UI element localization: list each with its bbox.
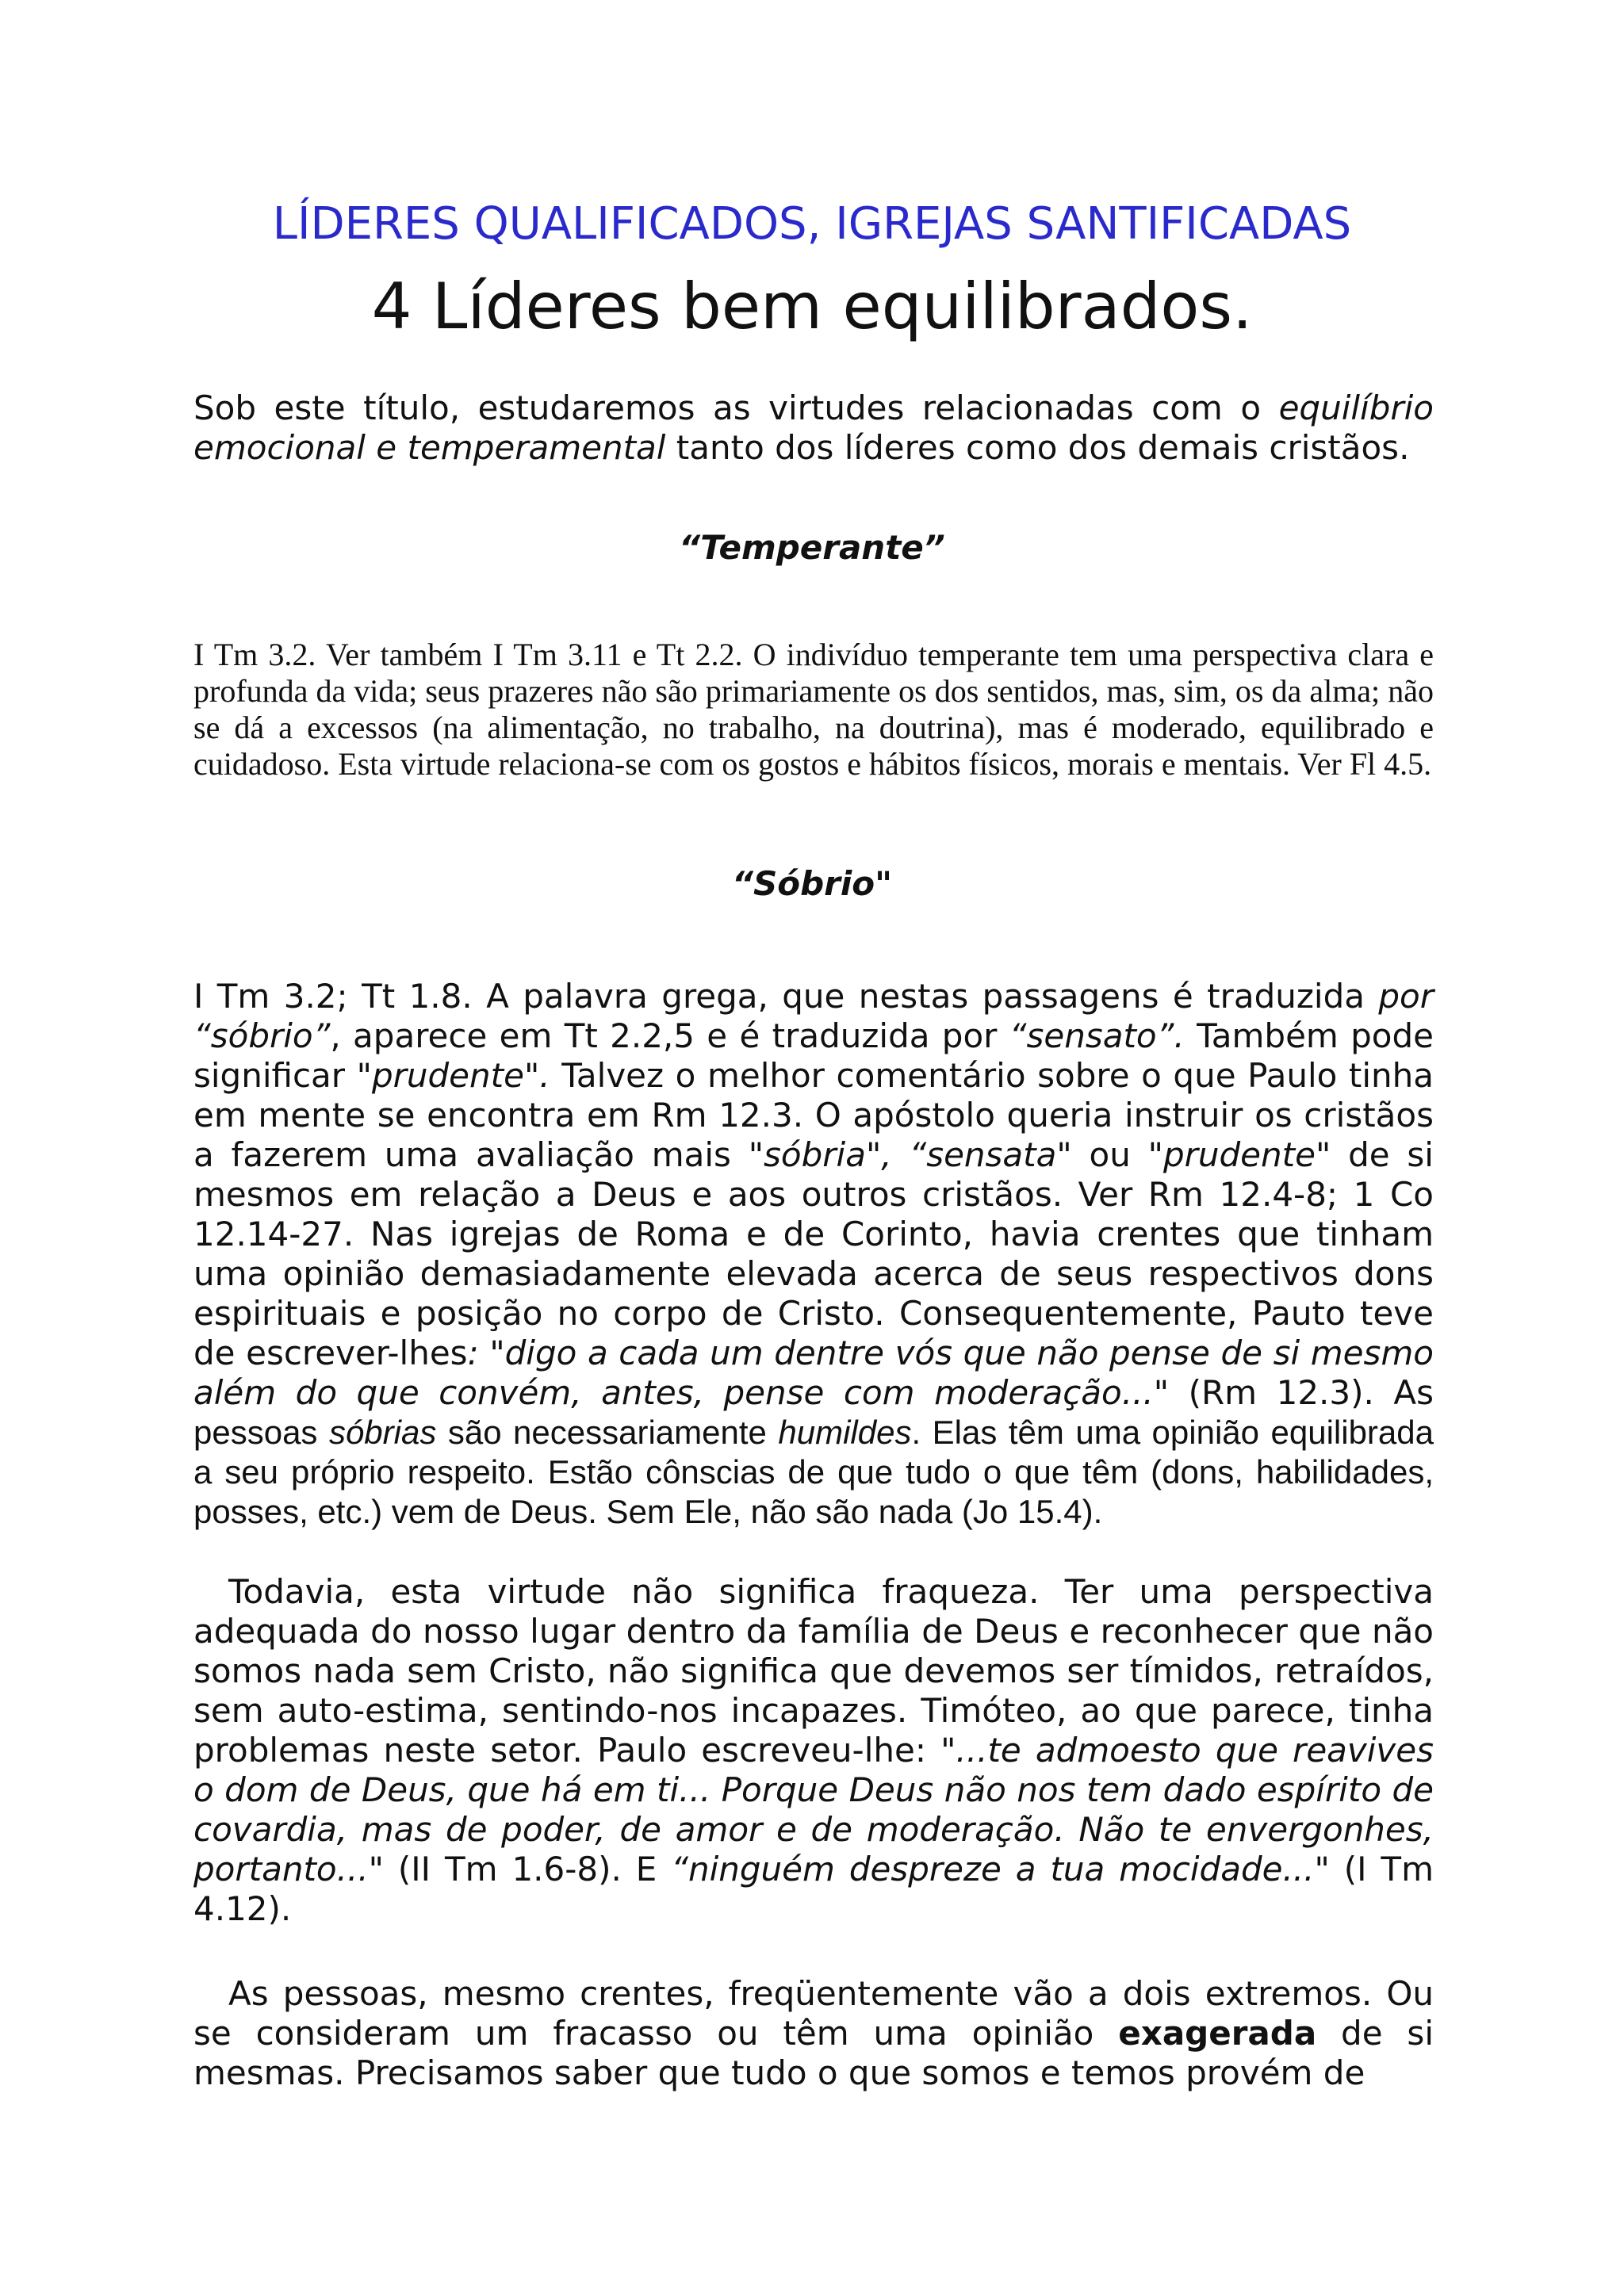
intro-paragraph xyxy=(193,388,1434,468)
p1-text-5: ou xyxy=(1071,1135,1148,1174)
p1-emphasis-1: por “sóbrio” xyxy=(193,977,1434,1055)
p1-text-7: (Rm 12.3). As xyxy=(1169,1373,1434,1412)
temperante-body: I Tm 3.2. Ver também I Tm 3.11 e Tt 2.2. O indivíduo temperante tem uma perspectiva clara e profunda da vida; seus prazeres não são primariamente os dos sentidos, mas, sim, os da alma; não se dá a excessos (na alimentação, no trabalho, na doutrina), mas é moderado, equilibrado e cuidadoso. Esta virtude relaciona-se com os gostos e hábitos físicos, morais e mentais. Ver Fl 4.5. xyxy=(193,637,1434,782)
p1-emphasis-6: : "digo a cada um dentre vós que não pense de si mesmo além do que convém, antes, pense com moderação..." xyxy=(193,1334,1434,1412)
p1-narrow-2: são necessariamente xyxy=(436,1414,779,1451)
p2-text-1: Todavia, esta virtude não significa fraqueza. Ter uma perspectiva adequada do nosso lugar dentro da família de Deus e reconhecer que não somos nada sem Cristo, não significa que devemos ser tímidos, retraídos, sem auto-estima, sentindo-nos incapazes. Timóteo, ao que parece, tinha problemas neste setor. Paulo escreveu-lhe: xyxy=(193,1572,1434,1770)
p2-text-3: " (I Tm 4.12). xyxy=(193,1850,1434,1928)
p1-text-6: de si mesmos em relação a Deus e aos outros cristãos. Ver Rm 12.4-8; 1 Co 12.14-27. Nas igrejas de Roma e de Corinto, havia crentes que tinham uma opinião demasiadamente elevada acerca de seus respectivos dons espirituais e posição no corpo de Cristo. Consequentemente, Pauto teve de escrever-lhes xyxy=(193,1135,1434,1372)
series-title: LÍDERES QUALIFICADOS, IGREJAS SANTIFICADAS xyxy=(272,198,1352,250)
temperante-paragraph xyxy=(193,637,1434,783)
p2-text-2: " (II Tm 1.6-8). E xyxy=(368,1850,672,1888)
p2-emphasis-2: “ninguém despreze a tua mocidade... xyxy=(671,1850,1315,1888)
section-heading-temperante: “Temperante” xyxy=(679,528,945,567)
p1-emphasis-3: "prudente". xyxy=(356,1056,550,1095)
p1-emphasis-5: "prudente" xyxy=(1147,1135,1331,1174)
p1-text-1: I Tm 3.2; Tt 1.8. A palavra grega, que nestas passagens é traduzida xyxy=(193,977,1379,1016)
p3-text-1: As pessoas, mesmo crentes, freqüentemente vão a dois extremos. Ou se consideram um fracasso ou têm uma opinião xyxy=(193,1974,1434,2053)
p1-narrow-emphasis-1: sóbrias xyxy=(328,1414,437,1451)
p3-text-2: de si mesmas. Precisamos saber que tudo o que somos e temos provém de xyxy=(193,2014,1434,2092)
p2-emphasis-1: "...te admoesto que reavives o dom de Deus, que há em ti... Porque Deus não nos tem dado espírito de covardia, mas de poder, de amor e de moderação. Não te envergonhes, portanto... xyxy=(193,1731,1434,1888)
p1-narrow-3: . Elas têm uma opinião equilibrada a seu próprio respeito. Estão cônscias de que tudo o que têm (dons, habilidades, posses, etc.) vem de Deus. Sem Ele, não são nada (Jo 15.4). xyxy=(193,1414,1434,1530)
p1-emphasis-4: "sóbria", “sensata" xyxy=(748,1135,1072,1174)
page-title: 4 Líderes bem equilibrados. xyxy=(371,270,1253,343)
sobrio-paragraph-3 xyxy=(193,1974,1434,2093)
p3-bold-1: exagerada xyxy=(1118,2014,1317,2053)
p1-text-3: Também pode significar xyxy=(193,1016,1434,1095)
sobrio-paragraph-2 xyxy=(193,1572,1434,1929)
p1-text-4: Talvez o melhor comentário sobre o que Paulo tinha em mente se encontra em Rm 12.3. O apóstolo queria instruir os cristãos a fazerem uma avaliação mais xyxy=(193,1056,1434,1174)
p1-emphasis-2: “sensato”. xyxy=(1009,1016,1185,1055)
p1-narrow-1: pessoas xyxy=(193,1414,329,1451)
intro-text-2: tanto dos líderes como dos demais cristãos. xyxy=(665,428,1410,467)
intro-text-1: Sob este título, estudaremos as virtudes relacionadas com o xyxy=(193,388,1279,427)
p1-narrow-emphasis-2: humildes xyxy=(778,1414,912,1451)
section-heading-sobrio: “Sóbrio" xyxy=(731,864,893,903)
intro-emphasis: equilíbrio emocional e temperamental xyxy=(193,388,1434,467)
sobrio-paragraph-1 xyxy=(193,977,1434,1532)
p1-text-2: , aparece em Tt 2.2,5 e é traduzida por xyxy=(330,1016,1009,1055)
